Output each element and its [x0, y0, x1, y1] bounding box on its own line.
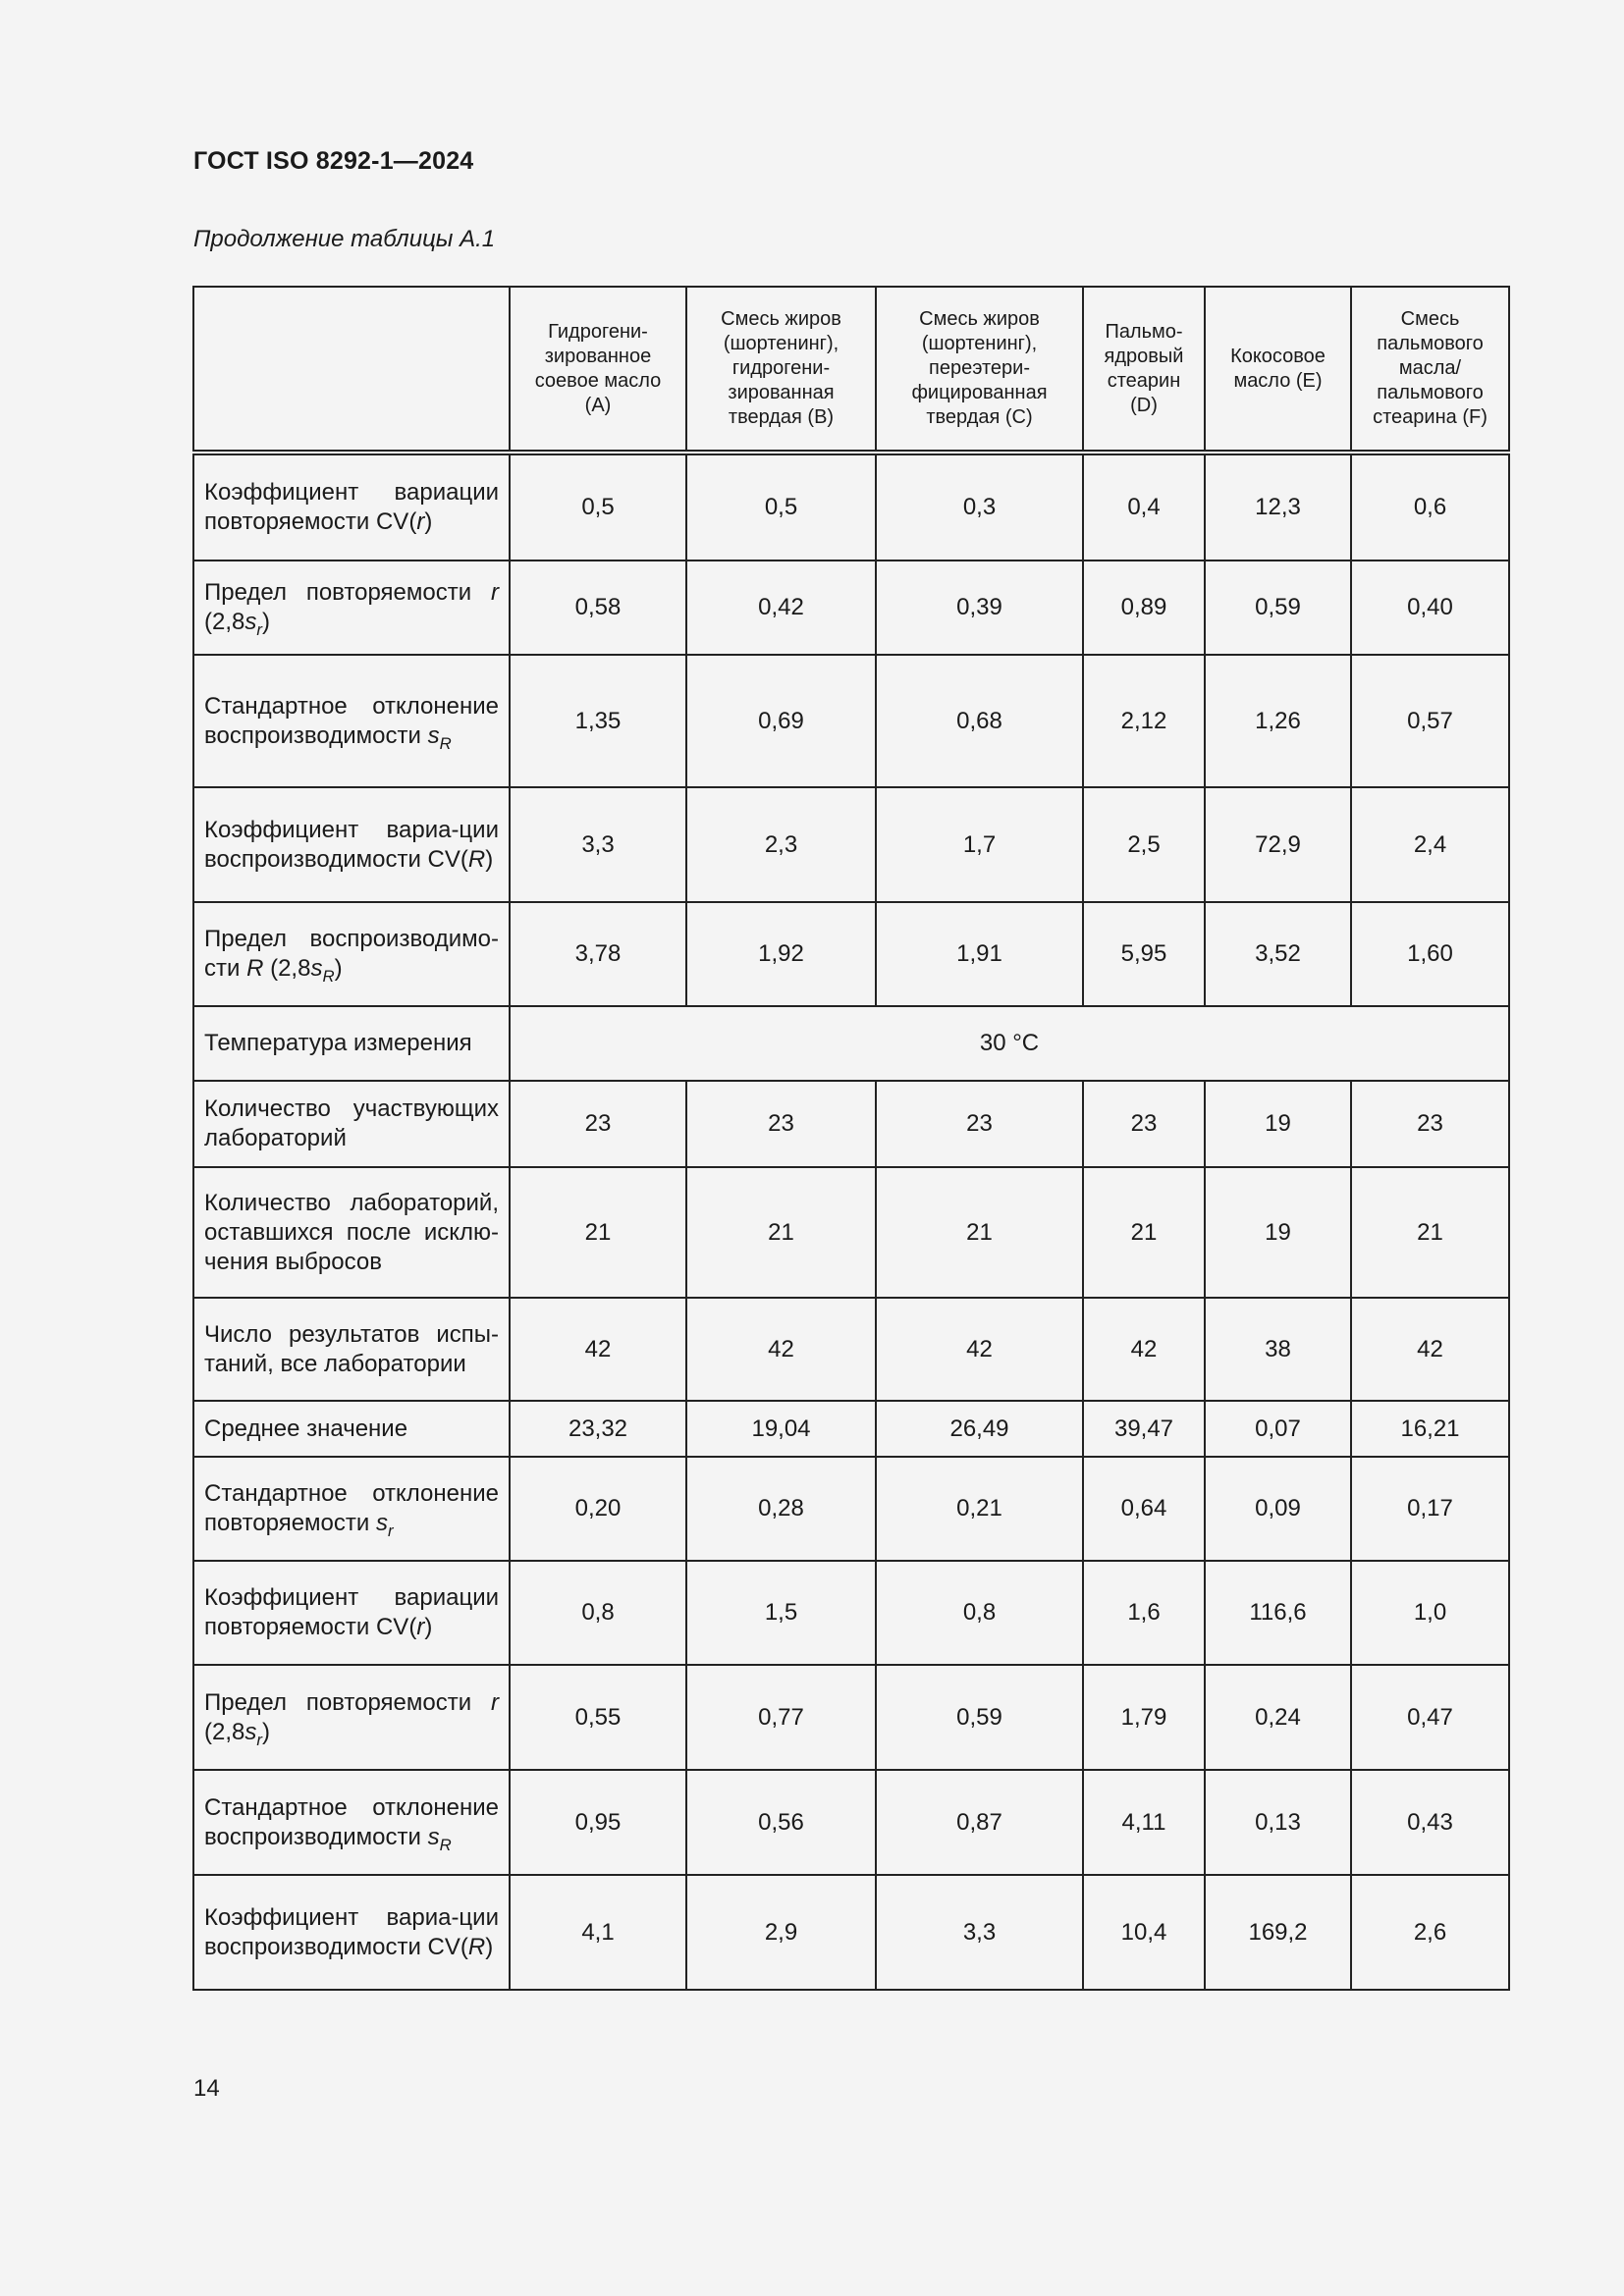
row-label: Количество участвующих лабораторий [193, 1081, 510, 1167]
value-cell: 0,13 [1205, 1770, 1351, 1875]
value-cell: 3,3 [510, 787, 686, 902]
value-cell: 0,8 [876, 1561, 1083, 1665]
row-label: Коэффициент вариации повторяемости CV(r) [193, 453, 510, 561]
value-cell: 0,56 [686, 1770, 876, 1875]
document-title: ГОСТ ISO 8292-1—2024 [193, 147, 474, 175]
value-cell: 0,21 [876, 1457, 1083, 1561]
table-row [193, 1875, 1509, 1990]
value-cell: 0,64 [1083, 1457, 1205, 1561]
table-row [193, 902, 1509, 1006]
row-label: Предел повторяемости r $(2,8s_r)$ [193, 561, 510, 655]
value-cell: 23,32 [510, 1401, 686, 1457]
column-header: Пальмо- ядровый стеарин (D) [1083, 287, 1205, 453]
row-label: Коэффициент вариа-ции воспроизводимости CV(R) [193, 1875, 510, 1990]
value-cell: 26,49 [876, 1401, 1083, 1457]
value-cell: 0,17 [1351, 1457, 1509, 1561]
column-header: Гидрогени- зированное соевое масло (A) [510, 287, 686, 453]
value-cell: 42 [876, 1298, 1083, 1401]
value-cell: 0,59 [876, 1665, 1083, 1770]
row-label: Стандартное отклонение воспроизводимости $s_R$ [193, 1770, 510, 1875]
table-header-row [193, 287, 1509, 453]
value-cell: 0,4 [1083, 453, 1205, 561]
value-cell: 21 [876, 1167, 1083, 1298]
row-label: Коэффициент вариа-ции воспроизводимости CV(R) [193, 787, 510, 902]
data-table [192, 286, 1510, 1991]
row-label: Число результатов испы-таний, все лаборатории [193, 1298, 510, 1401]
column-header: Кокосовое масло (E) [1205, 287, 1351, 453]
value-cell: 0,42 [686, 561, 876, 655]
value-cell: 0,59 [1205, 561, 1351, 655]
row-label: Количество лабораторий, оставшихся после исклю-чения выбросов [193, 1167, 510, 1298]
value-cell: 0,39 [876, 561, 1083, 655]
value-cell: 0,69 [686, 655, 876, 787]
row-label: Температура измерения [193, 1006, 510, 1081]
value-cell: 19,04 [686, 1401, 876, 1457]
table-row [193, 655, 1509, 787]
value-cell: 0,68 [876, 655, 1083, 787]
value-cell: 23 [876, 1081, 1083, 1167]
table-row [193, 1298, 1509, 1401]
value-cell: 2,5 [1083, 787, 1205, 902]
merged-value-cell: 30 °C [510, 1006, 1509, 1081]
table-row [193, 453, 1509, 561]
table-row [193, 787, 1509, 902]
header-corner-cell [193, 287, 510, 453]
value-cell: 1,79 [1083, 1665, 1205, 1770]
value-cell: 2,4 [1351, 787, 1509, 902]
value-cell: 1,0 [1351, 1561, 1509, 1665]
value-cell: 16,21 [1351, 1401, 1509, 1457]
value-cell: 0,57 [1351, 655, 1509, 787]
table-row [193, 1167, 1509, 1298]
value-cell: 39,47 [1083, 1401, 1205, 1457]
value-cell: 21 [510, 1167, 686, 1298]
value-cell: 0,95 [510, 1770, 686, 1875]
value-cell: 42 [1351, 1298, 1509, 1401]
value-cell: 0,55 [510, 1665, 686, 1770]
value-cell: 0,28 [686, 1457, 876, 1561]
table-row [193, 1770, 1509, 1875]
value-cell: 23 [510, 1081, 686, 1167]
value-cell: 42 [1083, 1298, 1205, 1401]
value-cell: 0,77 [686, 1665, 876, 1770]
value-cell: 1,26 [1205, 655, 1351, 787]
value-cell: 19 [1205, 1167, 1351, 1298]
value-cell: 10,4 [1083, 1875, 1205, 1990]
value-cell: 1,92 [686, 902, 876, 1006]
value-cell: 0,89 [1083, 561, 1205, 655]
row-label: Стандартное отклонение повторяемости $s_r$ [193, 1457, 510, 1561]
value-cell: 72,9 [1205, 787, 1351, 902]
value-cell: 3,3 [876, 1875, 1083, 1990]
row-label: Предел повторяемости r $(2,8s_r)$ [193, 1665, 510, 1770]
value-cell: 0,8 [510, 1561, 686, 1665]
value-cell: 38 [1205, 1298, 1351, 1401]
value-cell: 21 [1351, 1167, 1509, 1298]
value-cell: 0,09 [1205, 1457, 1351, 1561]
value-cell: 0,40 [1351, 561, 1509, 655]
table-row [193, 561, 1509, 655]
row-label: Предел воспроизводимо-сти R $(2,8s_R)$ [193, 902, 510, 1006]
value-cell: 1,5 [686, 1561, 876, 1665]
table-row [193, 1561, 1509, 1665]
column-header: Смесь пальмового масла/ пальмового стеарина (F) [1351, 287, 1509, 453]
value-cell: 5,95 [1083, 902, 1205, 1006]
value-cell: 0,5 [510, 453, 686, 561]
value-cell: 23 [1083, 1081, 1205, 1167]
value-cell: 0,43 [1351, 1770, 1509, 1875]
value-cell: 1,7 [876, 787, 1083, 902]
value-cell: 3,78 [510, 902, 686, 1006]
value-cell: 2,12 [1083, 655, 1205, 787]
value-cell: 0,20 [510, 1457, 686, 1561]
value-cell: 0,87 [876, 1770, 1083, 1875]
table-row [193, 1457, 1509, 1561]
table-row [193, 1081, 1509, 1167]
value-cell: 116,6 [1205, 1561, 1351, 1665]
column-header: Смесь жиров (шортенинг), гидрогени- зированная твердая (B) [686, 287, 876, 453]
table-row [193, 1006, 1509, 1081]
value-cell: 4,11 [1083, 1770, 1205, 1875]
column-header: Смесь жиров (шортенинг), переэтери- фицированная твердая (C) [876, 287, 1083, 453]
value-cell: 1,60 [1351, 902, 1509, 1006]
table-row [193, 1401, 1509, 1457]
value-cell: 0,58 [510, 561, 686, 655]
value-cell: 1,91 [876, 902, 1083, 1006]
value-cell: 19 [1205, 1081, 1351, 1167]
row-label: Стандартное отклонение воспроизводимости $s_R$ [193, 655, 510, 787]
row-label: Среднее значение [193, 1401, 510, 1457]
value-cell: 2,9 [686, 1875, 876, 1990]
value-cell: 2,3 [686, 787, 876, 902]
value-cell: 12,3 [1205, 453, 1351, 561]
value-cell: 0,24 [1205, 1665, 1351, 1770]
table-row [193, 1665, 1509, 1770]
value-cell: 169,2 [1205, 1875, 1351, 1990]
value-cell: 21 [1083, 1167, 1205, 1298]
value-cell: 42 [686, 1298, 876, 1401]
value-cell: 21 [686, 1167, 876, 1298]
value-cell: 2,6 [1351, 1875, 1509, 1990]
value-cell: 4,1 [510, 1875, 686, 1990]
row-label: Коэффициент вариации повторяемости CV(r) [193, 1561, 510, 1665]
value-cell: 1,35 [510, 655, 686, 787]
value-cell: 0,47 [1351, 1665, 1509, 1770]
value-cell: 1,6 [1083, 1561, 1205, 1665]
value-cell: 3,52 [1205, 902, 1351, 1006]
table-caption: Продолжение таблицы А.1 [193, 226, 496, 252]
value-cell: 0,3 [876, 453, 1083, 561]
page-number: 14 [193, 2075, 220, 2102]
value-cell: 42 [510, 1298, 686, 1401]
value-cell: 0,6 [1351, 453, 1509, 561]
value-cell: 0,5 [686, 453, 876, 561]
value-cell: 0,07 [1205, 1401, 1351, 1457]
value-cell: 23 [686, 1081, 876, 1167]
value-cell: 23 [1351, 1081, 1509, 1167]
